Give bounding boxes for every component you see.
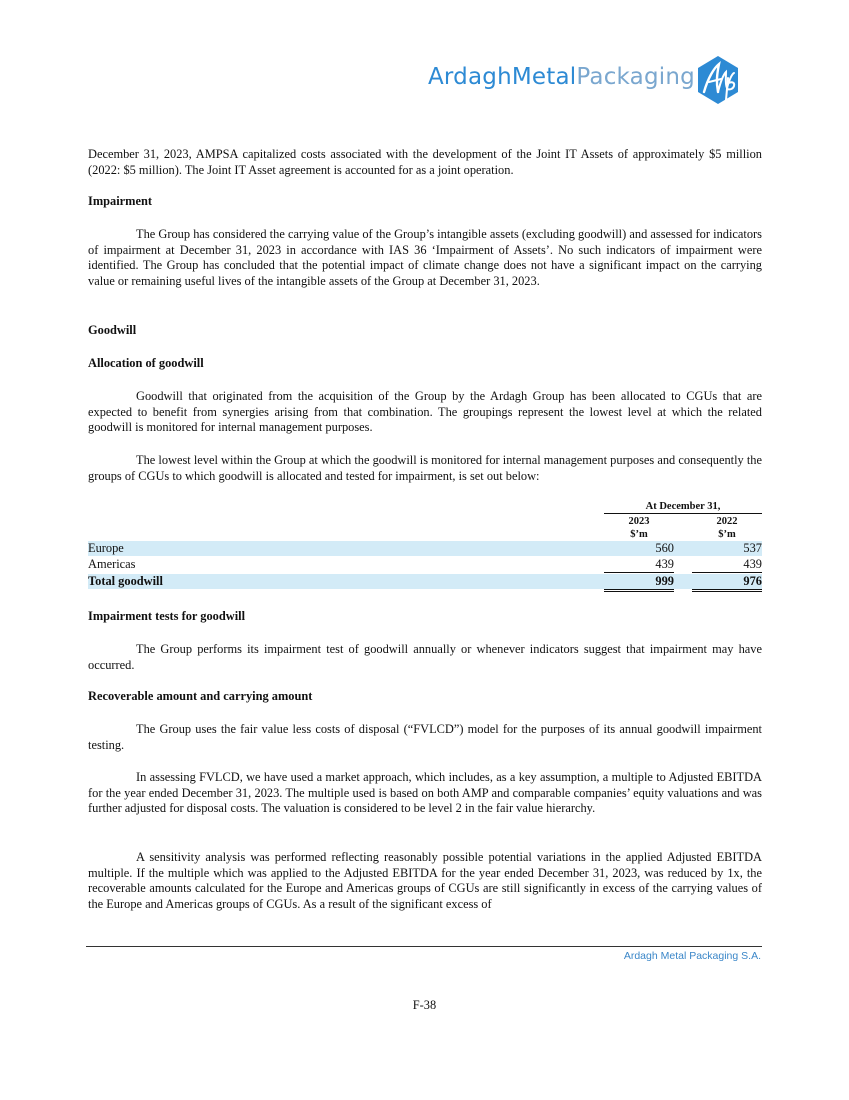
footer-company-name: Ardagh Metal Packaging S.A.: [623, 950, 761, 962]
allocation-paragraph-1: Goodwill that originated from the acquisition of the Group by the Ardagh Group has been allocated to CGUs that are expected to benefit from synergies arising from that combination. The groupings represent the lowest level at which the related goodwill is monitored for internal management purposes.: [88, 389, 762, 435]
table-row: [88, 557, 762, 572]
impairment-heading: Impairment: [88, 194, 153, 208]
recoverable-heading: Recoverable amount and carrying amount: [88, 689, 313, 703]
table-header-year-2023: 2023: [628, 516, 650, 527]
table-header-unit-2022: $’m: [692, 528, 762, 542]
table-header-year-2022: 2022: [716, 516, 738, 527]
intro-paragraph: December 31, 2023, AMPSA capitalized costs associated with the development of the Joint IT Assets of approximately $5 million (2022: $5 million). The Joint IT Asset agreement is accounted for as a joint operation.: [88, 147, 762, 177]
value-2023: 560: [655, 541, 674, 555]
allocation-paragraph-2: The lowest level within the Group at which the goodwill is monitored for internal management purposes and consequently the groups of CGUs to which goodwill is allocated and tested for impairment, is set out below:: [88, 453, 762, 483]
value-2023: 999: [604, 574, 674, 592]
tests-heading: Impairment tests for goodwill: [88, 609, 246, 623]
row-label: Europe: [88, 541, 124, 555]
recoverable-paragraph-3: A sensitivity analysis was performed reflecting reasonably possible potential variations in the applied Adjusted EBITDA multiple. If the multiple which was applied to the Adjusted EBITDA for the year ended December 31, 2023, was reduced by 1x, the recoverable amounts calculated for the Europe and Americas groups of CGUs are still significantly in excess of the carrying values of the Europe and Americas groups of CGUs. As a result of the significant excess of: [88, 850, 762, 911]
value-2022: 439: [692, 557, 762, 573]
allocation-heading: Allocation of goodwill: [88, 356, 204, 370]
footer-divider: [86, 946, 762, 947]
value-2022: 537: [743, 541, 762, 555]
page-number: F-38: [412, 998, 437, 1012]
table-row: [88, 541, 762, 556]
table-row-total: [88, 574, 762, 589]
row-label: Total goodwill: [88, 574, 163, 588]
row-label: Americas: [88, 557, 136, 571]
company-logo: [428, 54, 748, 106]
value-2022: 976: [692, 574, 762, 592]
goodwill-heading: Goodwill: [88, 323, 137, 337]
amp-monogram-icon: [694, 54, 742, 106]
recoverable-paragraph-2: In assessing FVLCD, we have used a market approach, which includes, as a key assumption, a multiple to Adjusted EBITDA for the year ended December 31, 2023. The multiple used is based on both AMP and comparable companies’ equity valuations and was further adjusted for disposal costs. The valuation is considered to be level 2 in the fair value hierarchy.: [88, 770, 762, 816]
table-header-date: At December 31,: [604, 500, 762, 514]
logo-wordmark: ArdaghMetalPackaging: [428, 64, 695, 90]
tests-paragraph: The Group performs its impairment test of goodwill annually or whenever indicators suggest that impairment may have occurred.: [88, 642, 762, 672]
impairment-paragraph: The Group has considered the carrying value of the Group’s intangible assets (excluding goodwill) and assessed for indicators of impairment at December 31, 2023 in accordance with IAS 36 ‘Impairment of Assets’. No such indicators of impairment were identified. The Group has concluded that the potential impact of climate change does not have a significant impact on the carrying value or remaining useful lives of the intangible assets of the Group at December 31, 2023.: [88, 227, 762, 288]
table-header-unit-2023: $’m: [604, 528, 674, 542]
recoverable-paragraph-1: The Group uses the fair value less costs of disposal (“FVLCD”) model for the purposes of its annual goodwill impairment testing.: [88, 722, 762, 752]
value-2023: 439: [604, 557, 674, 573]
